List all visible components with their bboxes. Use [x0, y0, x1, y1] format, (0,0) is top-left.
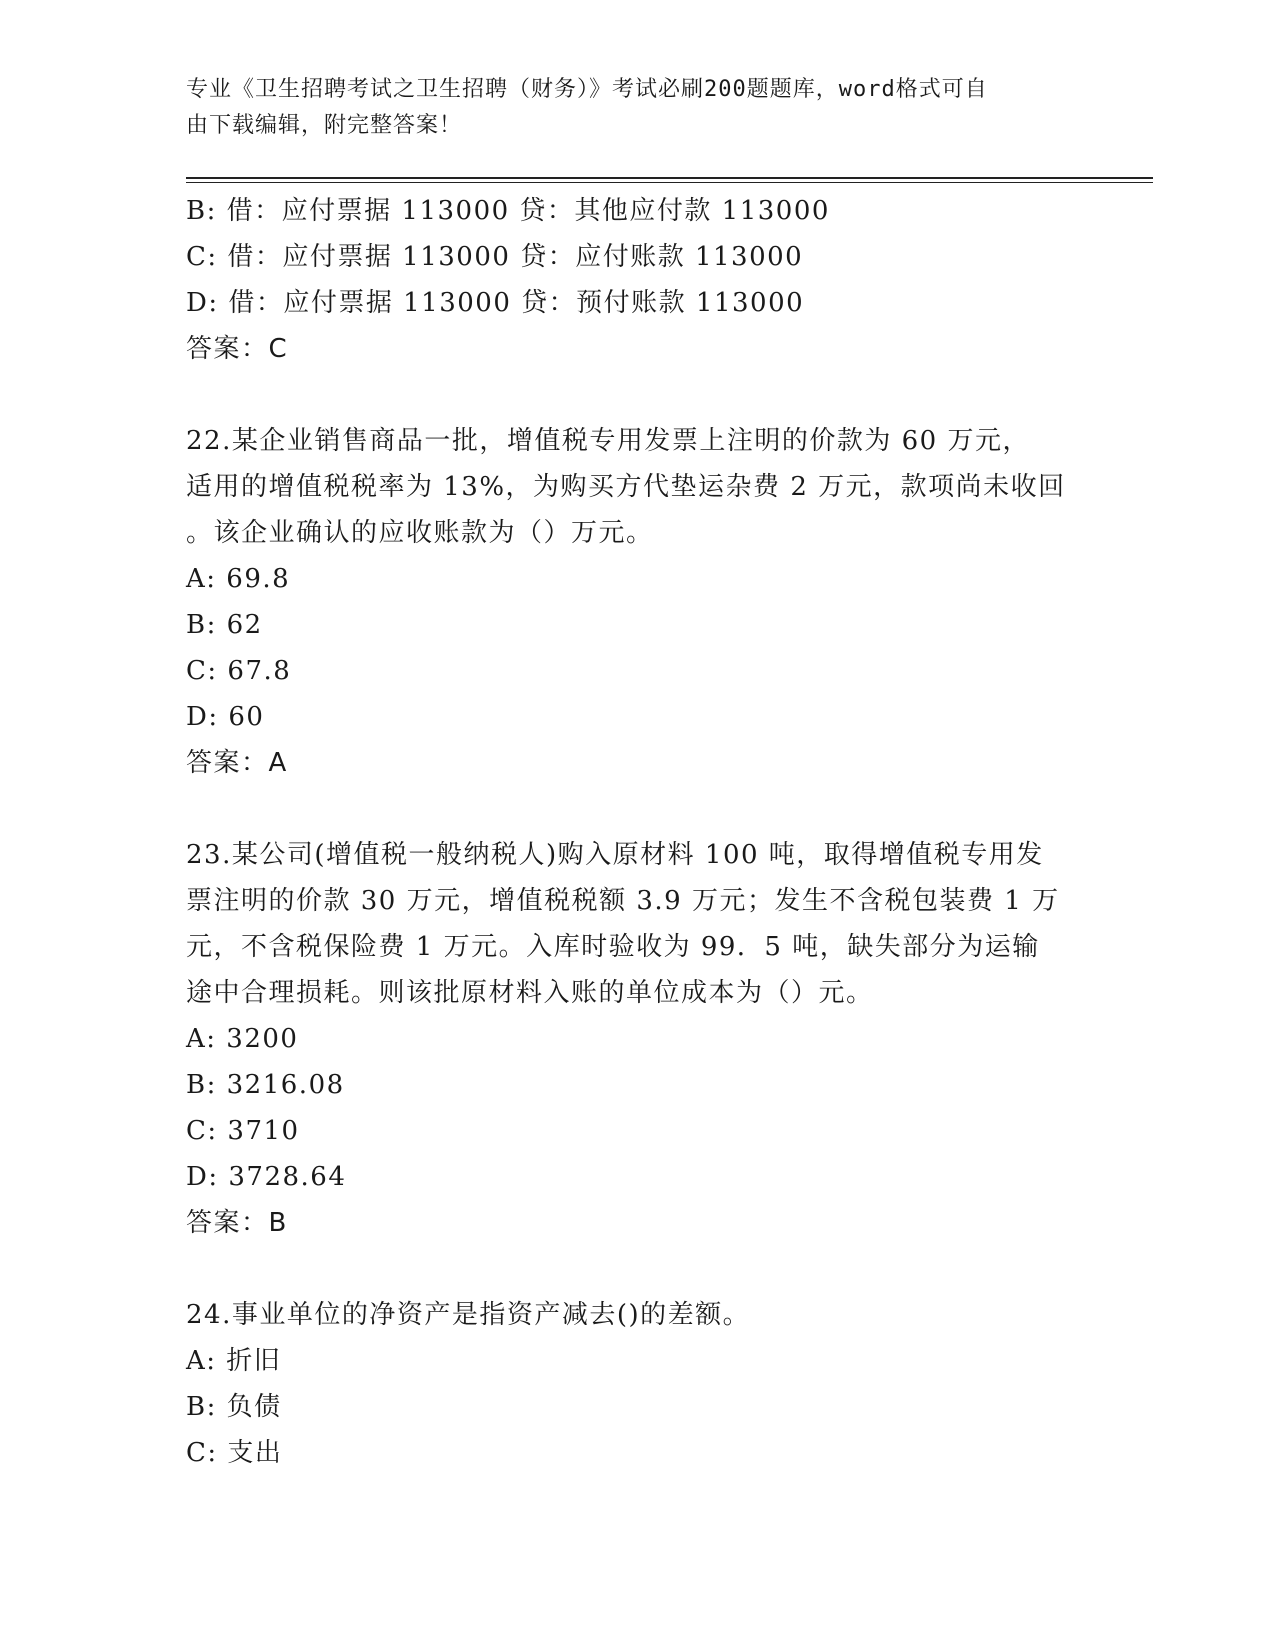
answer: 答案：C [186, 334, 289, 364]
option-b: B: 62 [186, 610, 263, 640]
option-b: B: 借：应付票据 113000 贷：其他应付款 113000 [186, 196, 830, 226]
question-21-tail [186, 188, 1086, 372]
document-header [186, 72, 1086, 144]
option-d: D: 借：应付票据 113000 贷：预付账款 113000 [186, 288, 805, 318]
option-d: D: 60 [186, 702, 265, 732]
question-stem-line: 23.某公司(增值税一般纳税人)购入原材料 100 吨，取得增值税专用发 [186, 840, 1044, 870]
option-a: A: 69.8 [186, 564, 291, 594]
header-line-1: 专业《卫生招聘考试之卫生招聘（财务）》考试必刷200题题库，word格式可自 [186, 77, 988, 102]
option-c: C: 67.8 [186, 656, 292, 686]
answer: 答案：A [186, 748, 288, 778]
header-rule-thick [186, 177, 1153, 179]
question-22 [186, 418, 1086, 786]
question-stem-line: 24.事业单位的净资产是指资产减去()的差额。 [186, 1300, 751, 1330]
question-stem-line: 途中合理损耗。则该批原材料入账的单位成本为（）元。 [186, 978, 874, 1008]
question-stem-line: 票注明的价款 30 万元，增值税税额 3.9 万元；发生不含税包装费 1 万 [186, 886, 1060, 916]
question-content [186, 188, 1086, 1476]
option-b: B: 负债 [186, 1392, 282, 1422]
option-c: C: 借：应付票据 113000 贷：应付账款 113000 [186, 242, 804, 272]
answer: 答案：B [186, 1208, 288, 1238]
question-23 [186, 832, 1086, 1246]
question-stem-line: 适用的增值税税率为 13%，为购买方代垫运杂费 2 万元，款项尚未收回 [186, 472, 1066, 502]
question-24 [186, 1292, 1086, 1476]
option-a: A: 3200 [186, 1024, 299, 1054]
option-d: D: 3728.64 [186, 1162, 347, 1192]
question-stem-line: 22.某企业销售商品一批，增值税专用发票上注明的价款为 60 万元， [186, 426, 1030, 456]
option-c: C: 3710 [186, 1116, 300, 1146]
option-c: C: 支出 [186, 1438, 283, 1468]
header-line-2: 由下载编辑，附完整答案！ [186, 113, 463, 138]
option-a: A: 折旧 [186, 1346, 282, 1376]
question-stem-line: 。该企业确认的应收账款为（）万元。 [186, 518, 654, 548]
header-rule-thin [186, 182, 1153, 183]
question-stem-line: 元，不含税保险费 1 万元。入库时验收为 99．5 吨，缺失部分为运输 [186, 932, 1040, 962]
option-b: B: 3216.08 [186, 1070, 345, 1100]
